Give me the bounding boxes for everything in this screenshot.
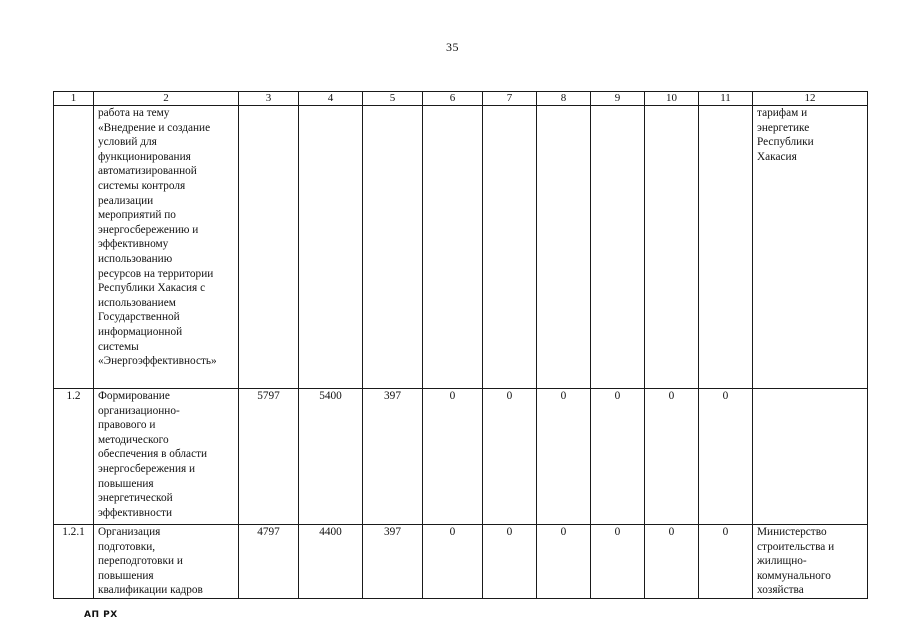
column-header: 4 bbox=[299, 92, 363, 106]
value-cell: 0 bbox=[423, 525, 483, 599]
value-cell bbox=[299, 106, 363, 389]
column-header: 1 bbox=[54, 92, 94, 106]
value-cell bbox=[239, 106, 299, 389]
value-cell bbox=[483, 106, 537, 389]
value-cell bbox=[645, 106, 699, 389]
value-cell: 0 bbox=[591, 389, 645, 525]
program-table bbox=[53, 91, 868, 599]
table-row bbox=[54, 525, 868, 599]
row-index: 1.2.1 bbox=[54, 525, 94, 599]
value-cell: 5400 bbox=[299, 389, 363, 525]
column-header: 10 bbox=[645, 92, 699, 106]
column-header: 12 bbox=[753, 92, 868, 106]
value-cell: 0 bbox=[537, 389, 591, 525]
value-cell: 0 bbox=[699, 389, 753, 525]
value-cell: 0 bbox=[483, 389, 537, 525]
value-cell: 0 bbox=[423, 389, 483, 525]
column-header: 6 bbox=[423, 92, 483, 106]
value-cell bbox=[423, 106, 483, 389]
value-cell: 0 bbox=[591, 525, 645, 599]
value-cell: 4400 bbox=[299, 525, 363, 599]
row-index: 1.2 bbox=[54, 389, 94, 525]
column-header: 5 bbox=[363, 92, 423, 106]
value-cell: 397 bbox=[363, 525, 423, 599]
column-header: 3 bbox=[239, 92, 299, 106]
executor-cell: Министерство строительства и жилищно- коммунального хозяйства bbox=[753, 525, 868, 599]
column-header: 9 bbox=[591, 92, 645, 106]
column-header: 2 bbox=[94, 92, 239, 106]
value-cell: 0 bbox=[537, 525, 591, 599]
value-cell: 397 bbox=[363, 389, 423, 525]
value-cell: 0 bbox=[483, 525, 537, 599]
activity-name: Формирование организационно- правового и методического обеспечения в области энергосбережения и повышения энергетической эффективности bbox=[94, 389, 239, 525]
value-cell bbox=[537, 106, 591, 389]
value-cell bbox=[363, 106, 423, 389]
value-cell bbox=[591, 106, 645, 389]
table-row bbox=[54, 389, 868, 525]
executor-cell: тарифам и энергетике Республики Хакасия bbox=[753, 106, 868, 389]
value-cell: 5797 bbox=[239, 389, 299, 525]
column-number-row bbox=[54, 92, 868, 106]
value-cell: 4797 bbox=[239, 525, 299, 599]
value-cell: 0 bbox=[645, 525, 699, 599]
column-header: 7 bbox=[483, 92, 537, 106]
value-cell bbox=[699, 106, 753, 389]
value-cell: 0 bbox=[699, 525, 753, 599]
column-header: 8 bbox=[537, 92, 591, 106]
row-index bbox=[54, 106, 94, 389]
activity-name: Организация подготовки, переподготовки и повышения квалификации кадров bbox=[94, 525, 239, 599]
activity-name: работа на тему «Внедрение и создание условий для функционирования автоматизированной системы контроля реализации мероприятий по энергосбережению и эффективному использованию ресурсов на территории Республики Хакасия с использованием Государственной информационной системы «Энергоэффективность» bbox=[94, 106, 239, 389]
executor-cell bbox=[753, 389, 868, 525]
footer-stamp: АП РХ bbox=[84, 610, 118, 620]
value-cell: 0 bbox=[645, 389, 699, 525]
table-row bbox=[54, 106, 868, 389]
column-header: 11 bbox=[699, 92, 753, 106]
page-number: 35 bbox=[446, 40, 459, 54]
